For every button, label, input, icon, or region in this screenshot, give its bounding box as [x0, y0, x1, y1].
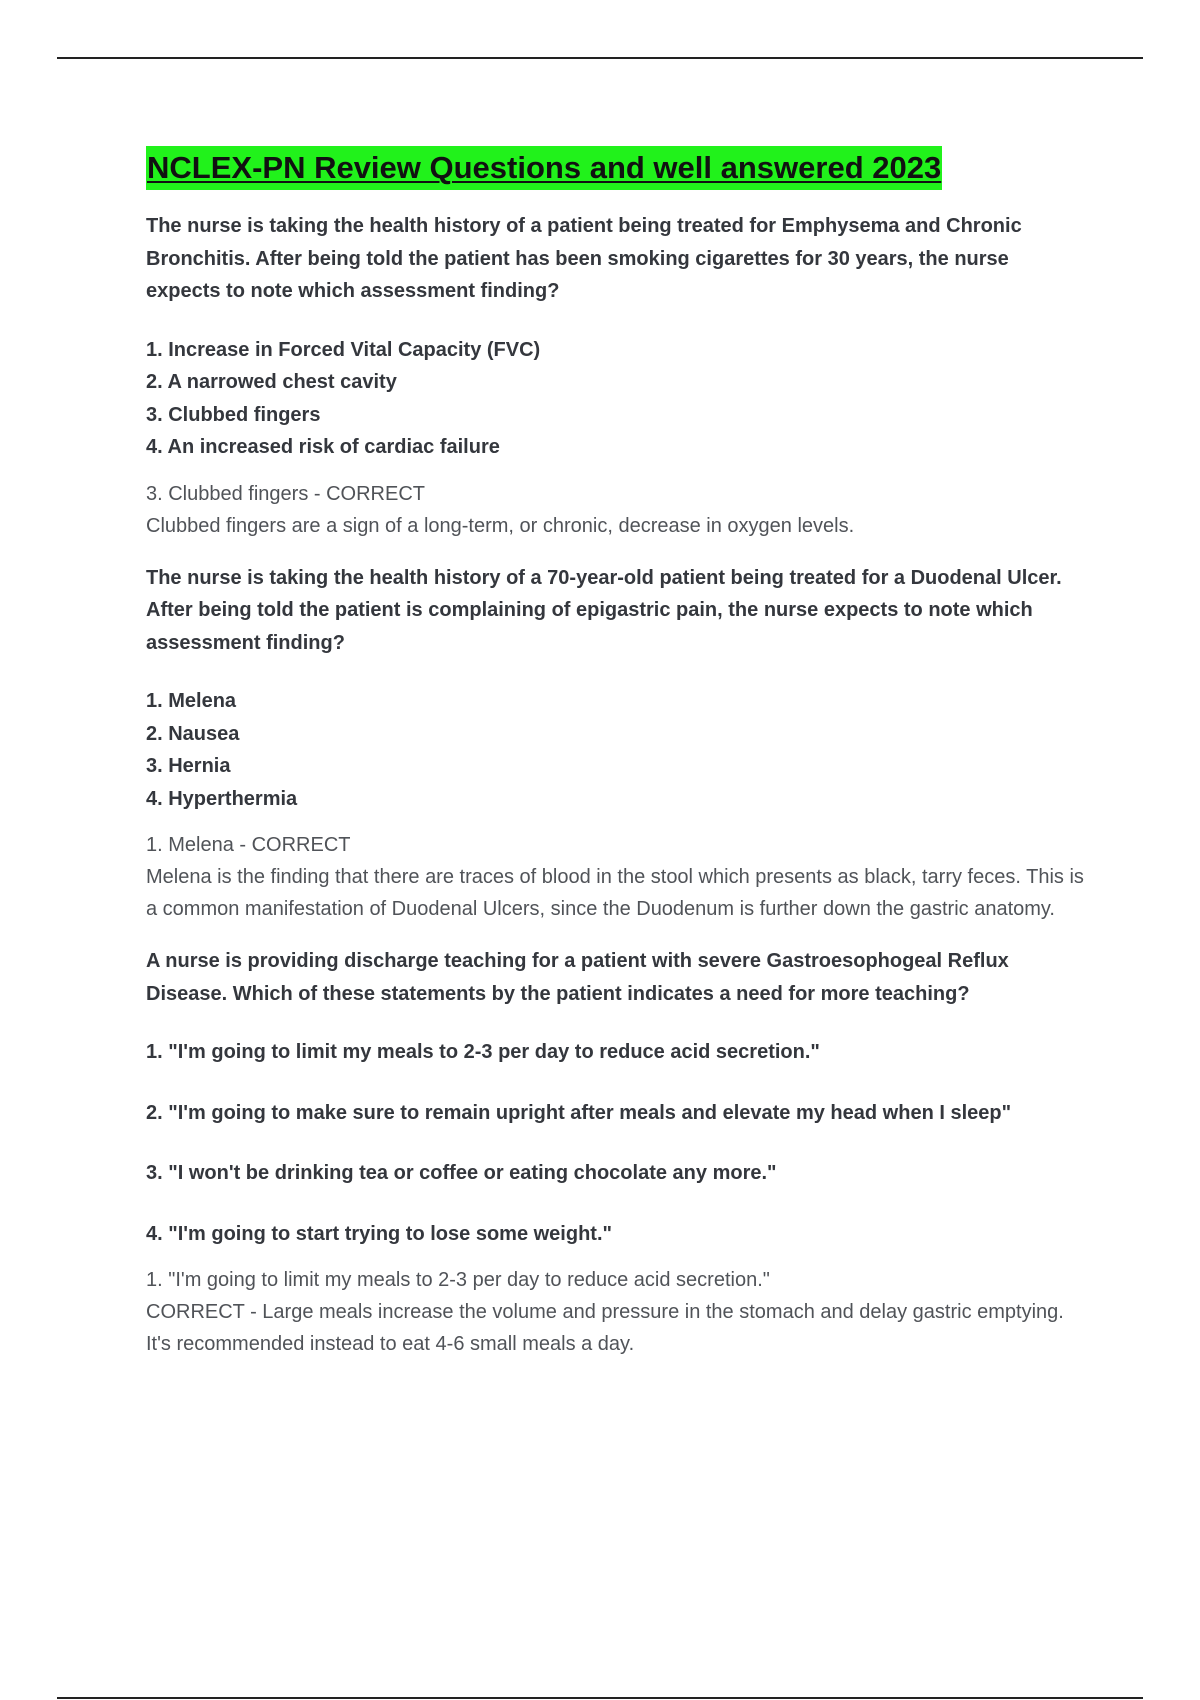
- option-item: 3. "I won't be drinking tea or coffee or eating chocolate any more.": [146, 1162, 777, 1184]
- document-content: [146, 146, 1086, 1360]
- option-item: 1. Increase in Forced Vital Capacity (FVC): [146, 338, 541, 361]
- option-item: 4. An increased risk of cardiac failure: [146, 436, 500, 458]
- option-item: 2. A narrowed chest cavity: [146, 371, 397, 393]
- top-rule: [57, 57, 1143, 59]
- question-block-3: [146, 945, 1086, 1360]
- bottom-rule: [57, 1697, 1143, 1699]
- option-list: [146, 334, 1086, 464]
- question-prompt: The nurse is taking the health history of a patient being treated for Emphysema and Chronic Bronchitis. After being told the patient has been smoking cigarettes for 30 years, the nurse expects to note which assessment finding?: [146, 215, 1022, 302]
- option-item: 4. Hyperthermia: [146, 787, 298, 810]
- answer-block: [146, 478, 1086, 542]
- question-prompt: A nurse is providing discharge teaching for a patient with severe Gastroesophogeal Reflux Disease. Which of these statements by the patient indicates a need for more teaching?: [146, 950, 1009, 1005]
- answer-rationale: Clubbed fingers are a sign of a long-term, or chronic, decrease in oxygen levels.: [146, 514, 855, 537]
- option-list: [146, 685, 1086, 815]
- question-prompt: The nurse is taking the health history of a 70-year-old patient being treated for a Duodenal Ulcer. After being told the patient is complaining of epigastric pain, the nurse expects to note which assessment finding?: [146, 566, 1062, 654]
- option-item: 2. Nausea: [146, 722, 240, 745]
- option-list: [146, 1036, 1086, 1250]
- option-item: 1. Melena: [146, 690, 237, 712]
- option-item: 1. "I'm going to limit my meals to 2-3 per day to reduce acid secretion.": [146, 1041, 820, 1063]
- question-block-2: [146, 562, 1086, 926]
- answer-block: [146, 1264, 1086, 1360]
- answer-rationale: Melena is the finding that there are traces of blood in the stool which presents as black, tarry feces. This is a common manifestation of Duodenal Ulcers, since the Duodenum is further down the gastric anatomy.: [146, 866, 1084, 920]
- option-item: 4. "I'm going to start trying to lose some weight.": [146, 1222, 612, 1245]
- question-block-1: [146, 210, 1086, 542]
- answer-block: [146, 829, 1086, 925]
- document-title: NCLEX-PN Review Questions and well answered 2023: [146, 146, 942, 190]
- answer-line: 3. Clubbed fingers - CORRECT: [146, 482, 425, 505]
- option-item: 3. Hernia: [146, 755, 231, 777]
- answer-rationale: CORRECT - Large meals increase the volume and pressure in the stomach and delay gastric emptying. It's recommended instead to eat 4-6 small meals a day.: [146, 1301, 1064, 1355]
- option-item: 3. Clubbed fingers: [146, 403, 321, 426]
- answer-line: 1. Melena - CORRECT: [146, 834, 351, 856]
- answer-line: 1. "I'm going to limit my meals to 2-3 per day to reduce acid secretion.": [146, 1269, 770, 1291]
- option-item: 2. "I'm going to make sure to remain upright after meals and elevate my head when I sleep": [146, 1101, 1012, 1124]
